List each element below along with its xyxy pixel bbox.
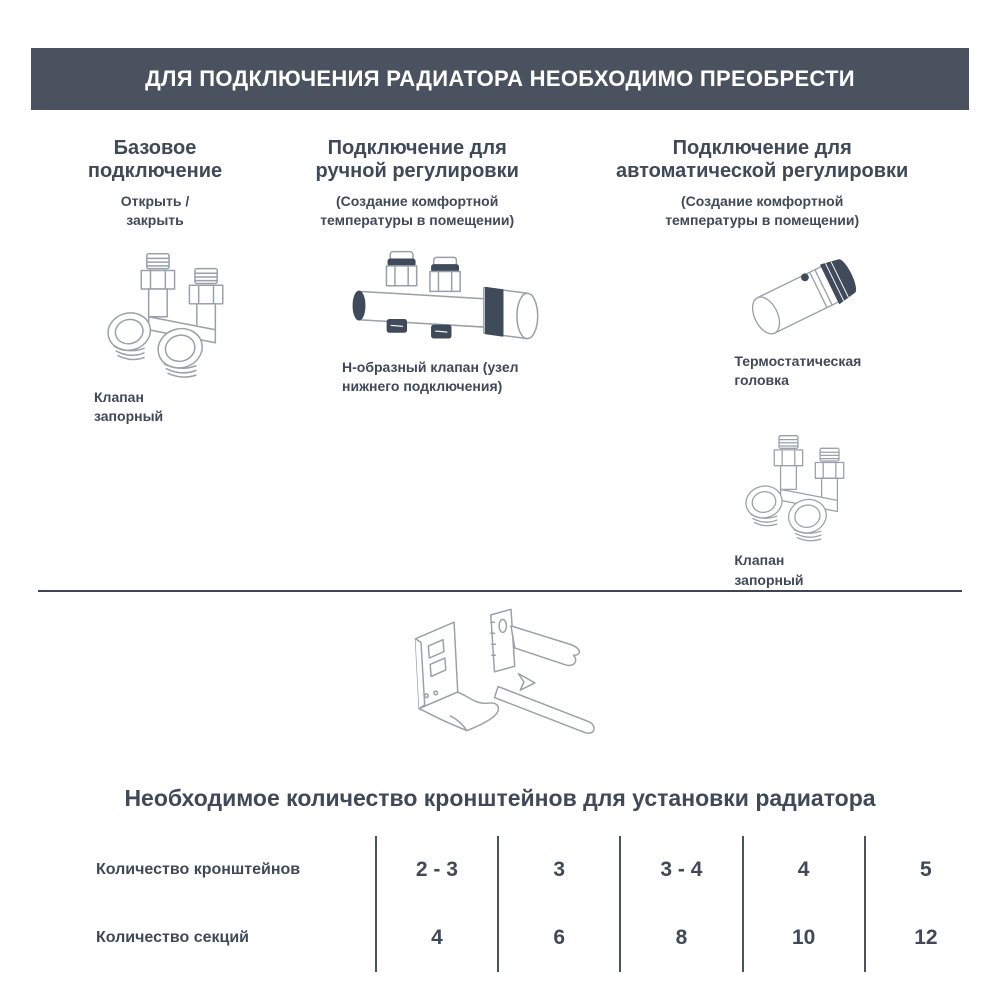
item-caption: Термостатическая головка [734,352,862,389]
table-cell: 5 [864,836,986,904]
table-cell: 6 [497,904,619,972]
radiator-brackets-illustration [380,602,620,760]
h-valve-illustration [342,244,550,352]
column-title: Базовое подключение [87,137,223,182]
table-cell: 4 [375,904,497,972]
banner [31,48,969,110]
row-label: Количество секций [96,929,250,947]
section-divider [38,590,962,592]
product-item [94,246,270,427]
brackets-section-title: Необходимое количество кронштейнов для установки радиатора [124,785,876,812]
column-basic-connection [40,137,270,590]
table-cell: 4 [742,836,864,904]
column-automatic-regulation [564,137,960,590]
item-caption: Клапан запорный [734,551,804,588]
column-subtitle: (Создание комфортной температуры в помещении) [320,193,515,228]
row-label: Количество кронштейнов [96,861,301,879]
shutoff-valve-illustration [94,246,270,382]
table-cell: 8 [619,904,741,972]
product-item [734,429,960,590]
product-item [342,244,564,397]
column-manual-regulation [270,137,564,590]
table-row [60,836,986,904]
table-cell: 3 [497,836,619,904]
column-title: Подключение для автоматической регулировки [616,137,909,182]
connection-options [0,137,1000,590]
table-row [60,904,986,972]
column-subtitle: Открыть / закрыть [120,193,190,228]
bracket-figure [0,602,1000,765]
shutoff-valve-illustration [734,429,884,545]
table-cell: 12 [864,904,986,972]
column-subtitle: (Создание комфортной температуры в помещении) [665,193,860,228]
table-cell: 10 [742,904,864,972]
item-caption: Клапан запорный [94,388,164,425]
table-cell: 3 - 4 [619,836,741,904]
thermostatic-head-illustration [734,246,874,346]
item-caption: Н-образный клапан (узел нижнего подключения) [342,358,519,395]
table-cell: 2 - 3 [375,836,497,904]
column-title: Подключение для ручной регулировки [315,137,519,182]
product-item [734,246,960,391]
banner-title: ДЛЯ ПОДКЛЮЧЕНИЯ РАДИАТОРА НЕОБХОДИМО ПРЕОБРЕСТИ [145,66,855,91]
brackets-table [60,836,986,972]
